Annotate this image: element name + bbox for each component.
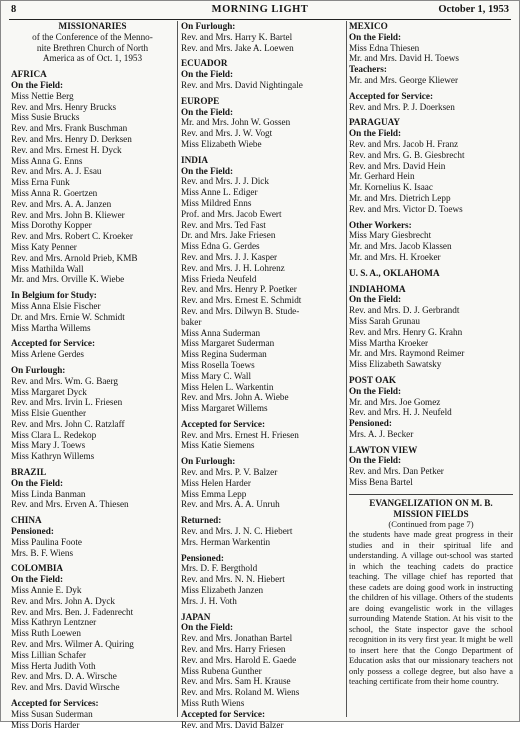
article-body: the students have made great progress in their studies and in their spiritual life and understanding. A village out-school was started in which the teaching cadets do practice teaching. The village chief has reported that these cadets are doing good work in instructing the children of his village. Others of the students are doing evangelistic work in the villages surrounding Matende Station. At his visit to the school, the State inspector gave the school recognition in its very first year. It might be well to insert here that the Congo Department of Education asks that our missionary teachers not only possess a college degree, but also have a teaching certificate from their home country. (349, 530, 513, 687)
list-item: Miss Katie Siemens (181, 440, 255, 451)
list-item: Miss Emma Lepp (181, 488, 247, 499)
list-item: Miss Mathilda Wall (11, 263, 84, 274)
list-item: nite Brethren Church of North (36, 42, 149, 53)
list-item: Miss Anna G. Enns (11, 155, 83, 166)
list-item: Miss Mildred Enns (181, 197, 252, 208)
subheading: Teachers: (349, 64, 387, 75)
list-item: Rev. and Mrs. Dilwyn B. Stude- (181, 305, 300, 316)
list-item: Miss Helen Harder (181, 477, 251, 488)
list-item: Dr. and Mrs. Ernie W. Schmidt (11, 311, 125, 322)
list-item: Miss Annie E. Dyk (11, 585, 82, 596)
list-item: Rev. and Mrs. John B. Kliewer (11, 209, 125, 220)
subheading: Returned: (181, 515, 222, 526)
header-rule (9, 19, 511, 20)
list-item: Miss Rubena Gunther (181, 665, 262, 676)
subheading: Pensioned: (181, 552, 224, 563)
list-item: Rev. and Mrs. P. V. Balzer (181, 467, 278, 478)
list-item: Mr. and Mrs. David H. Toews (349, 53, 459, 64)
subheading: On the Field: (181, 622, 234, 633)
list-item: Rev. and Mrs. Wilmer A. Quiring (11, 639, 134, 650)
subheading: Accepted for Services: (11, 698, 99, 709)
list-item: Rev. and Mrs. Sam H. Krause (181, 676, 291, 687)
list-item: Miss Martha Kroeker (349, 337, 429, 348)
list-item: Miss Doris Harder (11, 719, 80, 730)
list-item: Miss Margaret Dyck (11, 386, 87, 397)
subheading: On the Field: (349, 455, 402, 466)
list-item: Miss Ruth Wiens (181, 698, 245, 709)
list-item: Miss Kathryn Lentzner (11, 617, 97, 628)
subheading: Accepted for Service: (11, 338, 96, 349)
section-heading: U. S. A., OKLAHOMA (349, 267, 440, 278)
list-item: Rev. and Mrs. Ernest E. Schmidt (181, 295, 302, 306)
list-item: Rev. and Mrs. H. J. Neufeld (349, 407, 452, 418)
list-item: Miss Herta Judith Voth (11, 660, 96, 671)
section-heading: CHINA (11, 515, 42, 526)
list-item: Rev. and Mrs. P. J. Doerksen (349, 101, 455, 112)
list-item: Rev. and Mrs. G. B. Giesbrecht (349, 149, 465, 160)
list-item: Miss Kathryn Willems (11, 451, 95, 462)
list-item: Miss Anne L. Ediger (181, 187, 258, 198)
list-item: Mr. and Mrs. George Kliewer (349, 74, 459, 85)
list-item: Mr. and Mrs. Raymond Reimer (349, 348, 465, 359)
subheading: On Furlough: (11, 364, 66, 375)
list-item: Mrs. D. F. Bergthold (181, 563, 258, 574)
list-item: Rev. and Mrs. Ted Fast (181, 219, 266, 230)
section-heading: COLOMBIA (11, 563, 64, 574)
list-item: Dr. and Mrs. Jake Friesen (181, 230, 276, 241)
column-3 (349, 21, 513, 719)
list-item: Rev. and Mrs. Ernest H. Dyck (11, 144, 122, 155)
list-item: Miss Dorothy Kopper (11, 220, 92, 231)
subheading: On the Field: (181, 69, 234, 80)
list-item: Rev. and Mrs. David Wirsche (11, 682, 120, 693)
section-heading: INDIA (181, 154, 209, 165)
list-item: Miss Helen L. Warkentin (181, 381, 274, 392)
subheading: On Furlough: (181, 456, 236, 467)
subheading: Pensioned: (349, 418, 392, 429)
list-item: Miss Clara L. Redekop (11, 429, 97, 440)
list-item: Rev. and Mrs. John A. Wiebe (181, 392, 289, 403)
list-item: Miss Paulina Foote (11, 536, 82, 547)
publication-title: MORNING LIGHT (211, 4, 309, 15)
list-item: Mr. and Mrs. Joe Gomez (349, 396, 441, 407)
list-item: Rev. and Mrs. N. N. Hiebert (181, 574, 285, 585)
list-item: Miss Susie Brucks (11, 112, 80, 123)
list-item: Rev. and Mrs. David Hein (349, 160, 446, 171)
column-3-missionaries (349, 21, 513, 488)
list-item: Rev. and Mrs. D. A. Wirsche (11, 671, 117, 682)
list-item: Miss Elizabeth Janzen (181, 585, 264, 596)
list-item: Mr. and Mrs. John W. Gossen (181, 117, 291, 128)
list-item: Rev. and Mrs. J. J. Dick (181, 176, 269, 187)
list-item: Miss Frieda Neufeld (181, 273, 257, 284)
list-item: Mr. and Mrs. Jacob Klassen (349, 241, 452, 252)
list-item: Rev. and Mrs. Jake A. Loewen (181, 42, 294, 53)
list-item: Rev. and Mrs. Henry P. Poetker (181, 284, 297, 295)
list-item: Mrs. A. J. Becker (349, 428, 414, 439)
section-heading: LAWTON VIEW (349, 444, 418, 455)
list-item: Mrs. J. H. Voth (181, 595, 237, 606)
list-item: Miss Ruth Loewen (11, 628, 81, 639)
subheading: On the Field: (11, 477, 64, 488)
column-1-missionaries (11, 21, 174, 730)
section-heading: AFRICA (11, 69, 47, 80)
list-item: Rev. and Mrs. J. N. C. Hiebert (181, 526, 293, 537)
list-item: Rev. and Mrs. Ben. J. Fadenrecht (11, 606, 134, 617)
list-item: Miss Arlene Gerdes (11, 349, 84, 360)
list-item: Miss Nettie Berg (11, 90, 74, 101)
list-item: Miss Anna Suderman (181, 327, 261, 338)
article-rule (349, 494, 513, 495)
list-item: Rev. and Mrs. Victor D. Toews (349, 203, 463, 214)
list-item: Rev. and Mrs. Irvin L. Friesen (11, 397, 123, 408)
subheading: On the Field: (349, 385, 402, 396)
list-item: MISSIONARIES (58, 21, 127, 31)
section-heading: PARAGUAY (349, 117, 401, 128)
list-item: Rev. and Mrs. J. J. Kasper (181, 251, 278, 262)
subheading: Other Workers: (349, 219, 412, 230)
section-heading: JAPAN (181, 611, 211, 622)
list-item: Rev. and Mrs. Henry D. Derksen (11, 133, 132, 144)
list-item: Rev. and Mrs. Erven A. Thiesen (11, 499, 129, 510)
list-item: Miss Margaret Willems (181, 403, 268, 414)
list-item: Miss Regina Suderman (181, 349, 267, 360)
list-item: Miss Erna Funk (11, 177, 70, 188)
list-item: Miss Elizabeth Sawatsky (349, 359, 442, 370)
list-item: Rev. and Mrs. Harold E. Gaede (181, 654, 297, 665)
list-item: Rev. and Mrs. A. A. Janzen (11, 198, 112, 209)
subheading: On the Field: (11, 79, 64, 90)
list-item: Miss Edna G. Gerdes (181, 241, 260, 252)
list-item: Miss Mary J. Toews (11, 440, 86, 451)
list-item: Miss Elsie Guenther (11, 408, 87, 419)
subheading: Accepted for Service: (181, 418, 266, 429)
list-item: Miss Elizabeth Wiebe (181, 138, 262, 149)
list-item: Mr. and Mrs. Dietrich Lepp (349, 192, 451, 203)
section-heading: MEXICO (349, 21, 388, 31)
subheading: On the Field: (349, 31, 402, 42)
subheading: On the Field: (349, 294, 402, 305)
column-2-missionaries (181, 21, 343, 730)
list-item: Miss Susan Suderman (11, 708, 93, 719)
subheading: On the Field: (349, 128, 402, 139)
list-item: Rev. and Mrs. Arnold Prieb, KMB (11, 252, 138, 263)
list-item: Rev. and Mrs. Jonathan Bartel (181, 633, 293, 644)
section-heading: POST OAK (349, 374, 397, 385)
list-item: Prof. and Mrs. Jacob Ewert (181, 208, 282, 219)
list-item: America as of Oct. 1, 1953 (42, 53, 143, 64)
subheading: On the Field: (11, 574, 64, 585)
list-item: Miss Linda Banman (11, 488, 86, 499)
list-item: Mrs. B. F. Wiens (11, 547, 74, 558)
list-item: Miss Martha Willems (11, 322, 91, 333)
list-item: Rev. and Mrs. Robert C. Kroeker (11, 231, 133, 242)
section-heading: INDIAHOMA (349, 283, 406, 294)
list-item: Rev. and Mrs. A. A. Unruh (181, 499, 280, 510)
subheading: Accepted for Service: (349, 90, 434, 101)
section-heading: ECUADOR (181, 58, 228, 69)
subheading: Pensioned: (11, 526, 54, 537)
article-title: EVANGELIZATION ON M. B. MISSION FIELDS (369, 497, 493, 519)
list-item: Rev. and Mrs. J. H. Lohrenz (181, 262, 285, 273)
list-item: Rev. and Mrs. John C. Ratzlaff (11, 418, 125, 429)
list-item: Miss Sarah Grunau (349, 315, 420, 326)
list-item: Rev. and Mrs. A. J. Esau (11, 166, 102, 177)
list-item: Miss Lillian Schafer (11, 649, 87, 660)
subheading: Accepted for Service: (181, 708, 266, 719)
section-heading: EUROPE (181, 95, 220, 106)
list-item: Rev. and Mrs. John A. Dyck (11, 595, 116, 606)
list-item: Miss Bena Bartel (349, 477, 413, 488)
list-item: Mrs. Herman Warkentin (181, 536, 271, 547)
list-item: Rev. and Mrs. J. W. Vogt (181, 128, 273, 139)
list-item: Miss Edna Thiesen (349, 42, 420, 53)
article-continued-note: (Continued from page 7) (388, 519, 474, 530)
subheading: On the Field: (181, 165, 234, 176)
list-item: Miss Anna Elsie Fischer (11, 300, 101, 311)
list-item: Rev. and Mrs. Harry Friesen (181, 644, 286, 655)
list-item: Rev. and Mrs. Harry K. Bartel (181, 31, 293, 42)
list-item: Miss Katy Penner (11, 241, 77, 252)
list-item: Mr. Gerhard Hein (349, 171, 415, 182)
list-item: baker (181, 316, 202, 327)
list-item: Rev. and Mrs. Henry G. Krahn (349, 326, 463, 337)
list-item: Miss Anna R. Goertzen (11, 187, 98, 198)
list-item: Rev. and Mrs. Frank Buschman (11, 123, 128, 134)
list-item: Rev. and Mrs. Henry Brucks (11, 101, 117, 112)
list-item: Miss Rosella Toews (181, 359, 255, 370)
list-item: Rev. and Mrs. Roland M. Wiens (181, 687, 300, 698)
list-item: Rev. and Mrs. David Balzer (181, 719, 284, 730)
subheading: In Belgium for Study: (11, 290, 97, 301)
column-divider (346, 21, 347, 717)
column-divider (177, 21, 178, 717)
subheading: On the Field: (181, 106, 234, 117)
list-item: Miss Mary C. Wall (181, 370, 252, 381)
list-item: Miss Margaret Suderman (181, 338, 275, 349)
issue-date: October 1, 1953 (438, 4, 509, 15)
list-item: Rev. and Mrs. Jacob H. Franz (349, 138, 459, 149)
subheading: On Furlough: (181, 21, 236, 31)
section-heading: BRAZIL (11, 467, 47, 478)
list-item: Rev. and Mrs. D. J. Gerbrandt (349, 305, 460, 316)
list-item: Mr. and Mrs. Orville K. Wiebe (11, 274, 125, 285)
page-number: 8 (11, 4, 17, 15)
list-item: Mr. Kornelius K. Isaac (349, 182, 433, 193)
list-item: Rev. and Mrs. Wm. G. Baerg (11, 375, 119, 386)
list-item: Rev. and Mrs. David Nightingale (181, 79, 303, 90)
page-header (11, 4, 509, 18)
list-item: of the Conference of the Menno- (32, 31, 153, 42)
list-item: Mr. and Mrs. H. Kroeker (349, 251, 441, 262)
list-item: Rev. and Mrs. Ernest H. Friesen (181, 429, 299, 440)
list-item: Miss Mary Giesbrecht (349, 230, 432, 241)
list-item: Rev. and Mrs. Dan Petker (349, 466, 444, 477)
